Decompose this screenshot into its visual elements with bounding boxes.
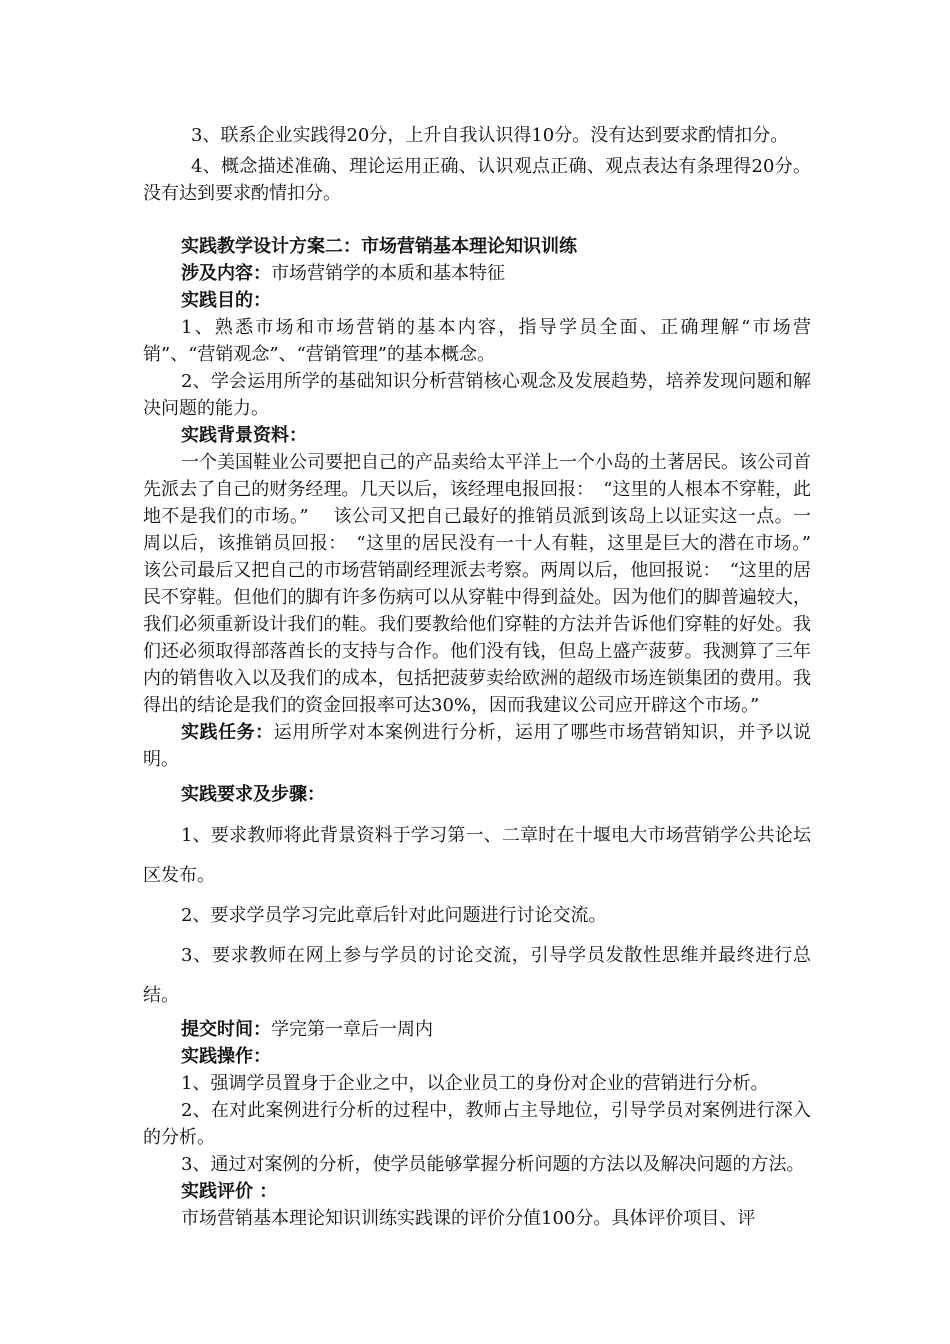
background-heading: 实践背景资料：: [181, 425, 307, 446]
evaluation-text: 市场营销基本理论知识训练实践课的评价分值100分。具体评价项目、评: [181, 1208, 756, 1229]
document-body: [143, 122, 835, 1232]
purpose-heading: 实践目的：: [181, 290, 271, 311]
plan-title: 实践教学设计方案二：市场营销基本理论知识训练: [181, 236, 577, 257]
scope-label: 涉及内容：: [181, 263, 271, 284]
deadline-line: [143, 1016, 811, 1043]
deadline-text: 学完第一章后一周内: [271, 1019, 433, 1040]
task-line: [143, 719, 811, 773]
operation-item-1: 1、强调学员置身于企业之中，以企业员工的身份对企业的营销进行分析。: [181, 1073, 769, 1094]
requirement-item-3: 3、要求教师在网上参与学员的讨论交流，引导学员发散性思维并最终进行总结。: [143, 945, 811, 1006]
scope-line: [143, 260, 811, 287]
scope-text: 市场营销学的本质和基本特征: [271, 263, 505, 284]
requirements-heading: 实践要求及步骤：: [181, 784, 325, 805]
requirement-item-2: 2、要求学员学习完此章后针对此问题进行讨论交流。: [181, 905, 607, 926]
evaluation-heading: 实践评价 ：: [181, 1181, 278, 1202]
operation-item-2: 2、在对此案例进行分析的过程中，教师占主导地位，引导学员对案例进行深入的分析。: [143, 1100, 811, 1148]
purpose-item-2: 2、学会运用所学的基础知识分析营销核心观念及发展趋势，培养发现问题和解决问题的能力。: [143, 371, 811, 419]
intro-item-3: 3、联系企业实践得20分，上升自我认识得10分。没有达到要求酌情扣分。: [191, 125, 789, 146]
deadline-label: 提交时间：: [181, 1019, 271, 1040]
purpose-item-1: 1、熟悉市场和市场营销的基本内容，指导学员全面、正确理解“市场营销”、“营销观念”、“营销管理”的基本概念。: [143, 317, 811, 365]
operation-item-3: 3、通过对案例的分析，使学员能够掌握分析问题的方法以及解决问题的方法。: [181, 1154, 805, 1175]
requirement-item-1: 1、要求教师将此背景资料于学习第一、二章时在十堰电大市场营销学公共论坛区发布。: [143, 825, 811, 886]
operation-heading: 实践操作：: [181, 1046, 271, 1067]
task-label: 实践任务：: [181, 722, 274, 743]
intro-item-4: 4、概念描述准确、理论运用正确、认识观点正确、观点表达有条理得20分。没有达到要求酌情扣分。: [143, 156, 811, 204]
task-text: 运用所学对本案例进行分析，运用了哪些市场营销知识，并予以说明。: [143, 722, 812, 770]
background-text: 一个美国鞋业公司要把自己的产品卖给太平洋上一个小岛的土著居民。该公司首先派去了自己的财务经理。几天以后，该经理电报回报： “这里的人根本不穿鞋，此地不是我们的市场。” 该公司又把自己最好的推销员派到该岛上以证实这一点。一周以后，该推销员回报： “这里的居民没有一十人有鞋，这里是巨大的潜在市场。” 该公司最后又把自己的市场营销副经理派去考察。两周以后，他回报说： “这里的居民不穿鞋。但他们的脚有许多伤病可以从穿鞋中得到益处。因为他们的脚普遍较大，我们必须重新设计我们的鞋。我们要教给他们穿鞋的方法并告诉他们穿鞋的好处。我们还必须取得部落酋长的支持与合作。他们没有钱，但岛上盛产菠萝。我测算了三年内的销售收入以及我们的成本，包括把菠萝卖给欧洲的超级市场连锁集团的费用。我得出的结论是我们的资金回报率可达30%，因而我建议公司应开辟这个市场。”: [143, 452, 835, 716]
